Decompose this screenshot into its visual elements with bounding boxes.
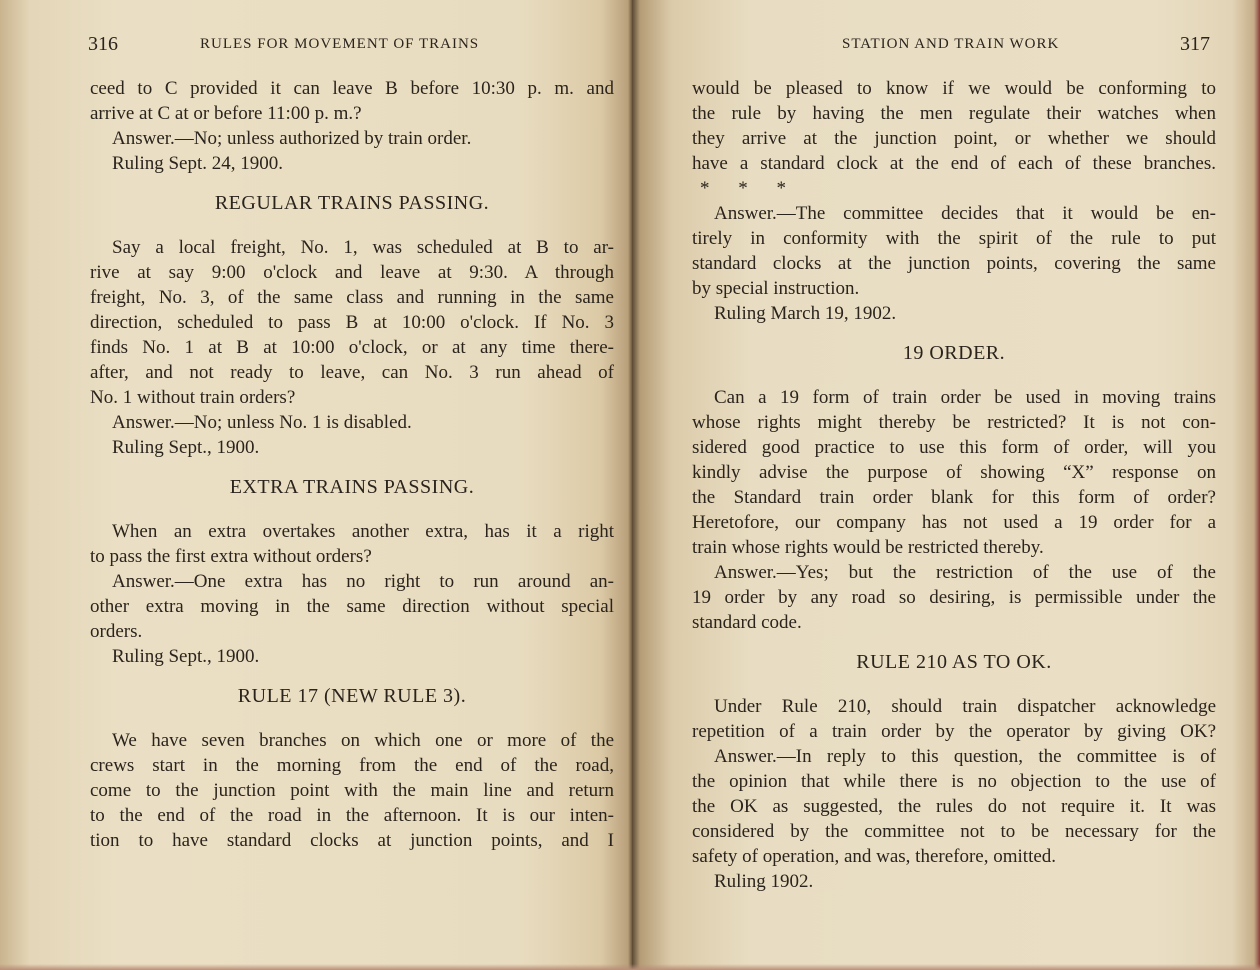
page-text [90,76,614,853]
paragraph [90,644,614,669]
paragraph [90,410,614,435]
section-heading: 19 ORDER. [902,342,1006,364]
text-line: the opinion that while there is no objection to the use of [692,771,1216,792]
text-line: finds No. 1 at B at 10:00 o'clock, or at any time there- [90,337,614,358]
paragraph [692,385,1216,560]
text-line: standard clocks at the junction points, covering the same [692,253,1216,274]
text-line: Answer.—One extra has no right to run around an- [112,571,614,592]
text-line: Under Rule 210, should train dispatcher acknowledge [714,696,1216,717]
text-line: Answer.—The committee decides that it would be en- [714,203,1216,224]
text-line: kindly advise the purpose of showing “X” response on [692,462,1216,483]
text-line: standard code. [692,612,802,633]
text-line: orders. [90,621,143,642]
page-text [692,76,1216,894]
page-number: 317 [1180,33,1210,55]
text-line: safety of operation, and was, therefore, omitted. [692,846,1057,867]
text-line: freight, No. 3, of the same class and running in the same [90,287,614,308]
section-heading: RULE 17 (NEW RULE 3). [237,685,467,707]
text-line: When an extra overtakes another extra, has it a right [112,521,614,542]
running-head: RULES FOR MOVEMENT OF TRAINS [200,36,480,52]
text-line: Answer.—No; unless authorized by train order. [112,128,472,149]
paragraph [90,519,614,569]
text-line: Can a 19 form of train order be used in moving trains [714,387,1216,408]
text-line: Answer.—Yes; but the restriction of the use of the [714,562,1216,583]
text-line: Ruling Sept., 1900. [112,646,260,667]
text-line: they arrive at the junction point, or whether we should [692,128,1216,149]
text-line: 19 order by any road so desiring, is permissible under the [692,587,1216,608]
paragraph [692,76,1216,201]
text-line: whose rights might thereby be restricted? It is not con- [692,412,1216,433]
text-line: repetition of a train order by the operator by giving OK? [692,721,1216,742]
paragraph [692,301,1216,326]
paragraph [90,435,614,460]
text-line: Heretofore, our company has not used a 19 order for a [692,512,1216,533]
section-heading: RULE 210 AS TO OK. [856,651,1052,673]
text-line: Answer.—In reply to this question, the committee is of [714,746,1216,767]
paragraph [90,126,614,151]
text-line: Ruling Sept. 24, 1900. [112,153,284,174]
text-line: the Standard train order blank for this form of order? [692,487,1216,508]
page-edge [632,964,1260,970]
text-line: Answer.—No; unless No. 1 is disabled. [112,412,412,433]
paragraph [692,744,1216,869]
text-line: come to the junction point with the main line and return [90,780,614,801]
text-line: sidered good practice to use this form of order, will you [692,437,1216,458]
text-line: the OK as suggested, the rules do not require it. It was [692,796,1216,817]
paragraph [692,869,1216,894]
text-line: ceed to C provided it can leave B before 10:30 p. m. and [90,78,614,99]
text-line: * * * [700,178,798,199]
text-line: other extra moving in the same direction without special [90,596,614,617]
text-line: the rule by having the men regulate their watches when [692,103,1216,124]
text-line: We have seven branches on which one or more of the [112,730,614,751]
paragraph [90,569,614,644]
page-edge [0,964,632,970]
page-number: 316 [88,33,118,55]
running-head: STATION AND TRAIN WORK [842,36,1060,52]
text-line: Ruling Sept., 1900. [112,437,260,458]
text-line: Ruling 1902. [714,871,814,892]
text-line: train whose rights would be restricted thereby. [692,537,1044,558]
paragraph [692,201,1216,301]
text-line: tion to have standard clocks at junction points, and I [90,830,614,851]
text-line: No. 1 without train orders? [90,387,296,408]
right-page [632,0,1260,970]
text-line: Ruling March 19, 1902. [714,303,897,324]
text-line: to pass the first extra without orders? [90,546,372,567]
text-line: considered by the committee not to be necessary for the [692,821,1216,842]
text-line: direction, scheduled to pass B at 10:00 o'clock. If No. 3 [90,312,614,333]
text-line: after, and not ready to leave, can No. 3 run ahead of [90,362,614,383]
paragraph [90,728,614,853]
paragraph [90,235,614,410]
text-line: to the end of the road in the afternoon. It is our inten- [90,805,614,826]
text-line: arrive at C at or before 11:00 p. m.? [90,103,362,124]
text-line: tirely in conformity with the spirit of the rule to put [692,228,1216,249]
section-heading: EXTRA TRAINS PASSING. [229,476,475,498]
text-line: Say a local freight, No. 1, was scheduled at B to ar- [112,237,614,258]
text-line: would be pleased to know if we would be conforming to [692,78,1216,99]
paragraph [692,694,1216,744]
paragraph [90,76,614,126]
section-heading: REGULAR TRAINS PASSING. [214,192,490,214]
text-line: rive at say 9:00 o'clock and leave at 9:30. A through [90,262,614,283]
text-line: have a standard clock at the end of each of these branches. [692,153,1216,174]
text-line: by special instruction. [692,278,860,299]
text-line: crews start in the morning from the end of the road, [90,755,614,776]
paragraph [90,151,614,176]
paragraph [692,560,1216,635]
